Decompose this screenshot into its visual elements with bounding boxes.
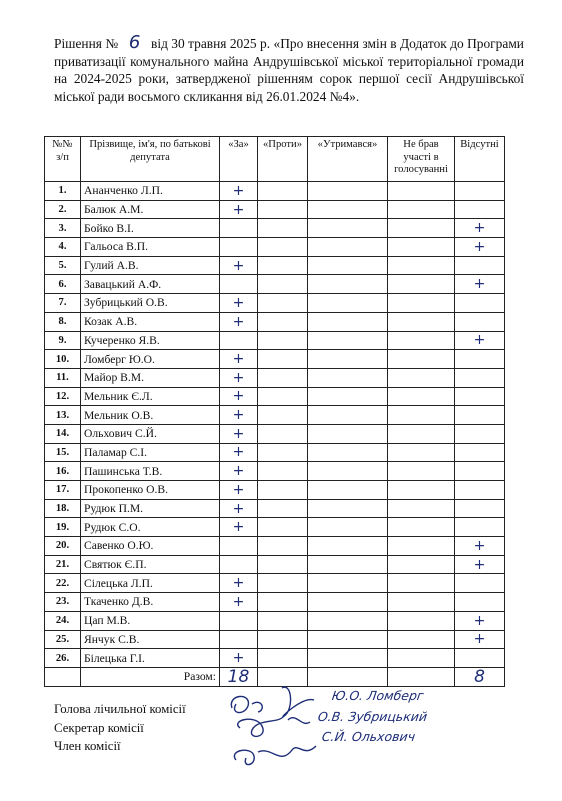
vote-abstain-cell <box>308 294 388 313</box>
vote-against-cell <box>258 238 308 257</box>
vote-nonvote-cell <box>388 219 455 238</box>
vote-nonvote-cell <box>388 649 455 668</box>
vote-for-mark: + <box>220 574 258 593</box>
vote-against-cell <box>258 555 308 574</box>
vote-against-cell <box>258 630 308 649</box>
vote-abstain-cell <box>308 443 388 462</box>
vote-for-mark: + <box>220 481 258 500</box>
vote-against-cell <box>258 611 308 630</box>
vote-against-cell <box>258 312 308 331</box>
vote-for-mark: + <box>220 462 258 481</box>
deputy-name: Козак А.В. <box>81 312 220 331</box>
total-for: 18 <box>220 667 258 686</box>
vote-abstain-cell <box>308 368 388 387</box>
deputy-name: Мельник О.В. <box>81 406 220 425</box>
table-row <box>45 182 505 201</box>
deputy-number: 8. <box>45 312 81 331</box>
vote-for-mark: + <box>220 312 258 331</box>
deputy-number: 4. <box>45 238 81 257</box>
vote-nonvote-cell <box>388 424 455 443</box>
deputy-name: Янчук С.В. <box>81 630 220 649</box>
vote-for-mark: + <box>220 518 258 537</box>
total-absent: 8 <box>455 667 505 686</box>
header-row <box>45 137 505 182</box>
vote-against-cell <box>258 275 308 294</box>
deputy-number: 9. <box>45 331 81 350</box>
deputy-name: Прокопенко О.В. <box>81 481 220 500</box>
signature-block <box>54 700 186 756</box>
vote-absent-mark <box>455 574 505 593</box>
header-name: Прізвище, ім'я, по батькові депутата <box>81 137 220 182</box>
vote-abstain-cell <box>308 219 388 238</box>
vote-absent-mark <box>455 593 505 612</box>
vote-abstain-cell <box>308 275 388 294</box>
vote-absent-mark <box>455 649 505 668</box>
table-row <box>45 649 505 668</box>
vote-absent-mark: + <box>455 611 505 630</box>
deputy-number: 26. <box>45 649 81 668</box>
deputy-name: Мельник Є.Л. <box>81 387 220 406</box>
vote-against-cell <box>258 256 308 275</box>
vote-nonvote-cell <box>388 518 455 537</box>
deputy-name: Ольхович С.Й. <box>81 424 220 443</box>
table-row <box>45 406 505 425</box>
vote-absent-mark <box>455 518 505 537</box>
table-row <box>45 518 505 537</box>
vote-nonvote-cell <box>388 368 455 387</box>
header-against: «Проти» <box>258 137 308 182</box>
table-row <box>45 350 505 369</box>
table-row <box>45 574 505 593</box>
secretary-signature-name: О.В. Зубрицький <box>316 709 429 724</box>
vote-for-mark: + <box>220 256 258 275</box>
vote-absent-mark: + <box>455 555 505 574</box>
vote-abstain-cell <box>308 649 388 668</box>
table-row <box>45 630 505 649</box>
vote-absent-mark <box>455 350 505 369</box>
deputy-number: 20. <box>45 537 81 556</box>
vote-abstain-cell <box>308 574 388 593</box>
deputy-name: Рудюк С.О. <box>81 518 220 537</box>
vote-nonvote-cell <box>388 182 455 201</box>
deputy-name: Бойко В.І. <box>81 219 220 238</box>
vote-absent-mark <box>455 182 505 201</box>
table-row <box>45 611 505 630</box>
deputy-name: Савенко О.Ю. <box>81 537 220 556</box>
vote-against-cell <box>258 406 308 425</box>
vote-absent-mark <box>455 312 505 331</box>
deputy-name: Завацький А.Ф. <box>81 275 220 294</box>
table-row <box>45 368 505 387</box>
vote-for-mark <box>220 555 258 574</box>
vote-absent-mark <box>455 256 505 275</box>
deputy-name: Сілецька Л.П. <box>81 574 220 593</box>
vote-against-cell <box>258 182 308 201</box>
vote-against-cell <box>258 443 308 462</box>
vote-for-mark <box>220 611 258 630</box>
deputy-name: Кучеренко Я.В. <box>81 331 220 350</box>
table-row <box>45 256 505 275</box>
vote-nonvote-cell <box>388 331 455 350</box>
vote-absent-mark: + <box>455 630 505 649</box>
vote-abstain-cell <box>308 537 388 556</box>
table-row <box>45 238 505 257</box>
vote-nonvote-cell <box>388 630 455 649</box>
deputy-name: Гальоса В.П. <box>81 238 220 257</box>
deputy-name: Паламар С.І. <box>81 443 220 462</box>
chair-label: Голова лічильної комісії <box>54 702 186 716</box>
deputy-number: 22. <box>45 574 81 593</box>
vote-against-cell <box>258 481 308 500</box>
vote-nonvote-cell <box>388 312 455 331</box>
header-abstain: «Утримався» <box>308 137 388 182</box>
vote-nonvote-cell <box>388 462 455 481</box>
deputy-name: Рудюк П.М. <box>81 499 220 518</box>
vote-absent-mark: + <box>455 275 505 294</box>
vote-nonvote-cell <box>388 387 455 406</box>
vote-abstain-cell <box>308 593 388 612</box>
deputy-name: Балюк А.М. <box>81 200 220 219</box>
vote-abstain-cell <box>308 630 388 649</box>
member-label: Член комісії <box>54 739 121 753</box>
vote-for-mark: + <box>220 499 258 518</box>
vote-for-mark <box>220 331 258 350</box>
table-row <box>45 331 505 350</box>
deputy-number: 18. <box>45 499 81 518</box>
table-row <box>45 593 505 612</box>
vote-abstain-cell <box>308 481 388 500</box>
deputy-name: Гулий А.В. <box>81 256 220 275</box>
vote-nonvote-cell <box>388 350 455 369</box>
vote-nonvote-cell <box>388 238 455 257</box>
vote-abstain-cell <box>308 312 388 331</box>
deputy-number: 5. <box>45 256 81 275</box>
vote-against-cell <box>258 368 308 387</box>
deputy-number: 23. <box>45 593 81 612</box>
vote-abstain-cell <box>308 406 388 425</box>
vote-against-cell <box>258 574 308 593</box>
vote-abstain-cell <box>308 555 388 574</box>
vote-absent-mark <box>455 462 505 481</box>
vote-against-cell <box>258 424 308 443</box>
header-for: «За» <box>220 137 258 182</box>
vote-against-cell <box>258 462 308 481</box>
deputy-number: 12. <box>45 387 81 406</box>
deputy-number: 11. <box>45 368 81 387</box>
vote-for-mark: + <box>220 182 258 201</box>
table-row <box>45 387 505 406</box>
vote-nonvote-cell <box>388 481 455 500</box>
heading-prefix: Рішення № <box>54 36 119 51</box>
vote-absent-mark <box>455 294 505 313</box>
vote-against-cell <box>258 200 308 219</box>
vote-abstain-cell <box>308 499 388 518</box>
vote-nonvote-cell <box>388 555 455 574</box>
vote-for-mark: + <box>220 424 258 443</box>
vote-abstain-cell <box>308 424 388 443</box>
vote-abstain-cell <box>308 331 388 350</box>
vote-abstain-cell <box>308 387 388 406</box>
table-row <box>45 312 505 331</box>
vote-nonvote-cell <box>388 294 455 313</box>
vote-nonvote-cell <box>388 406 455 425</box>
table-row <box>45 443 505 462</box>
vote-for-mark: + <box>220 200 258 219</box>
vote-absent-mark <box>455 499 505 518</box>
vote-absent-mark <box>455 424 505 443</box>
member-signature-name: С.Й. Ольхович <box>320 729 417 744</box>
vote-for-mark <box>220 275 258 294</box>
vote-abstain-cell <box>308 462 388 481</box>
deputy-name: Цап М.В. <box>81 611 220 630</box>
deputy-number: 13. <box>45 406 81 425</box>
vote-absent-mark: + <box>455 331 505 350</box>
deputy-number: 7. <box>45 294 81 313</box>
deputy-number: 1. <box>45 182 81 201</box>
voting-table <box>44 136 505 687</box>
signature-scrawls <box>222 680 332 775</box>
vote-against-cell <box>258 537 308 556</box>
deputy-name: Зубрицький О.В. <box>81 294 220 313</box>
decision-heading <box>54 34 524 105</box>
vote-against-cell <box>258 387 308 406</box>
vote-for-mark: + <box>220 387 258 406</box>
vote-for-mark: + <box>220 368 258 387</box>
header-num: №№ з/п <box>45 137 81 182</box>
deputy-name: Білецька Г.І. <box>81 649 220 668</box>
vote-abstain-cell <box>308 518 388 537</box>
heading-text: від 30 травня 2025 р. «Про внесення змін в Додаток до Програми приватизації комунального майна Андрушівської міської територіальної громади на 2024-2025 роки, затвердженої рішенням сорок першої сесії Андрушівської міської ради восьмого скликання від 26.01.2024 №4». <box>54 36 524 104</box>
vote-abstain-cell <box>308 182 388 201</box>
header-nonvote: Не брав участі в голосуванні <box>388 137 455 182</box>
total-label: Разом: <box>81 667 220 686</box>
deputy-number: 17. <box>45 481 81 500</box>
decision-number: 6 <box>128 32 141 53</box>
vote-abstain-cell <box>308 238 388 257</box>
vote-for-mark: + <box>220 350 258 369</box>
deputy-number: 10. <box>45 350 81 369</box>
table-row <box>45 294 505 313</box>
vote-for-mark: + <box>220 443 258 462</box>
deputy-name: Ломберг Ю.О. <box>81 350 220 369</box>
vote-against-cell <box>258 593 308 612</box>
deputy-number: 2. <box>45 200 81 219</box>
vote-nonvote-cell <box>388 593 455 612</box>
vote-absent-mark <box>455 443 505 462</box>
vote-nonvote-cell <box>388 256 455 275</box>
vote-for-mark: + <box>220 593 258 612</box>
deputy-name: Пашинська Т.В. <box>81 462 220 481</box>
vote-abstain-cell <box>308 611 388 630</box>
deputy-name: Майор В.М. <box>81 368 220 387</box>
vote-nonvote-cell <box>388 443 455 462</box>
vote-nonvote-cell <box>388 537 455 556</box>
vote-nonvote-cell <box>388 200 455 219</box>
vote-absent-mark: + <box>455 219 505 238</box>
table-row <box>45 499 505 518</box>
table-row <box>45 219 505 238</box>
vote-against-cell <box>258 649 308 668</box>
vote-against-cell <box>258 331 308 350</box>
deputy-name: Ткаченко Д.В. <box>81 593 220 612</box>
table-row <box>45 462 505 481</box>
table-row <box>45 275 505 294</box>
vote-for-mark <box>220 219 258 238</box>
header-absent: Відсутні <box>455 137 505 182</box>
deputy-name: Ананченко Л.П. <box>81 182 220 201</box>
vote-abstain-cell <box>308 200 388 219</box>
vote-nonvote-cell <box>388 574 455 593</box>
table-row <box>45 555 505 574</box>
deputy-number: 16. <box>45 462 81 481</box>
vote-absent-mark <box>455 481 505 500</box>
chair-signature-name: Ю.О. Ломберг <box>330 688 425 703</box>
deputy-number: 15. <box>45 443 81 462</box>
vote-absent-mark <box>455 387 505 406</box>
vote-nonvote-cell <box>388 275 455 294</box>
deputy-name: Святюк Є.П. <box>81 555 220 574</box>
vote-against-cell <box>258 518 308 537</box>
vote-absent-mark: + <box>455 537 505 556</box>
vote-abstain-cell <box>308 256 388 275</box>
deputy-number: 6. <box>45 275 81 294</box>
vote-against-cell <box>258 499 308 518</box>
vote-absent-mark: + <box>455 238 505 257</box>
vote-absent-mark <box>455 368 505 387</box>
vote-for-mark <box>220 238 258 257</box>
vote-for-mark <box>220 537 258 556</box>
deputy-number: 25. <box>45 630 81 649</box>
vote-against-cell <box>258 294 308 313</box>
table-row <box>45 200 505 219</box>
vote-abstain-cell <box>308 350 388 369</box>
vote-nonvote-cell <box>388 611 455 630</box>
vote-nonvote-cell <box>388 499 455 518</box>
deputy-number: 24. <box>45 611 81 630</box>
table-row <box>45 424 505 443</box>
vote-against-cell <box>258 350 308 369</box>
deputy-number: 14. <box>45 424 81 443</box>
vote-for-mark: + <box>220 649 258 668</box>
vote-against-cell <box>258 219 308 238</box>
table-row <box>45 537 505 556</box>
vote-for-mark: + <box>220 294 258 313</box>
table-row <box>45 481 505 500</box>
deputy-number: 21. <box>45 555 81 574</box>
vote-absent-mark <box>455 200 505 219</box>
secretary-label: Секретар комісії <box>54 720 144 735</box>
vote-for-mark <box>220 630 258 649</box>
deputy-number: 3. <box>45 219 81 238</box>
deputy-number: 19. <box>45 518 81 537</box>
vote-for-mark: + <box>220 406 258 425</box>
vote-absent-mark <box>455 406 505 425</box>
